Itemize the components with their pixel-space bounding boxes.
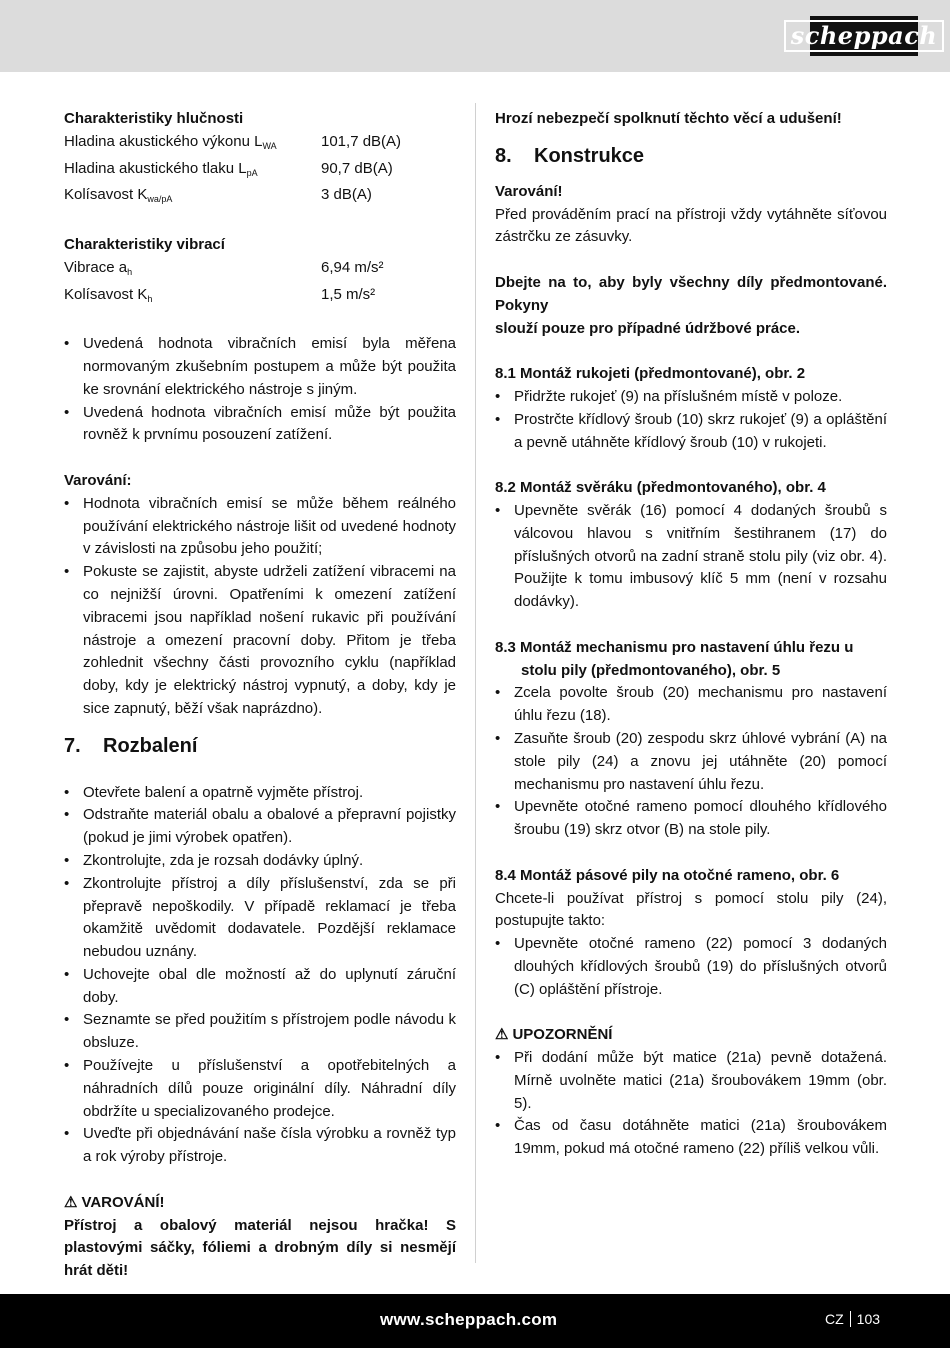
list-item: • Zasuňte šroub (20) zespodu skrz úhlové vybrání (A) na stole pily (24) a znovu jej utáhněte (20) pomocí mechanismu pro nastavení úhlu řezu. [495, 728, 887, 796]
list-item: • Používejte u příslušenství a opotřebitelných a náhradních dílů pouze originální díly. Náhradní díly obdržíte u specializovaného prodejce. [64, 1055, 456, 1123]
subsection-8-3-title [495, 637, 887, 683]
spec-value: 90,7 dB(A) [321, 159, 393, 177]
list-item: • Prostrčte křídlový šroub (10) skrz rukojeť (9) a opláštění a pevně utáhněte křídlový šroub (10) v rukojeti. [495, 409, 887, 455]
spec-value: 3 dB(A) [321, 186, 372, 204]
list-item: • Čas od času dotáhněte matici (21a) šroubovákem 19mm, pokud má otočné rameno (22) příliš velkou vůli. [495, 1115, 887, 1161]
column-divider [475, 103, 476, 1263]
noise-table [64, 131, 456, 211]
caution-bullets [495, 1047, 887, 1161]
section-8-heading [495, 143, 887, 169]
list-item: • Hodnota vibračních emisí se může během reálného používání elektrického nástroje lišit od uvedené hodnoty v závislosti na způsobu jeho použití; [64, 493, 456, 561]
spec-label: Hladina akustického výkonu $L_{WA}$ [64, 132, 277, 151]
website-link[interactable]: www.scheppach.com [380, 1310, 558, 1329]
unpacking-bullets [64, 782, 456, 1170]
list-item: • Při dodání může být matice (21a) pevně dotažená. Mírně uvolněte matici (21a) šroubovákem 19mm (obr. 5). [495, 1047, 887, 1115]
note-text: Dbejte na to, aby byly všechny díly předmontované. Pokyny [495, 273, 887, 314]
vibration-bullets [64, 333, 456, 447]
warning-title: Varování: [64, 471, 132, 489]
vibration-title: Charakteristiky vibrací [64, 235, 225, 253]
section-7-heading [64, 733, 456, 759]
subsection-8-3-title-line2: stolu pily (předmontovaného), obr. 5 [521, 661, 781, 679]
brand-logo [790, 16, 938, 56]
note-text-2: slouží pouze pro případné údržbové práce. [495, 319, 801, 337]
spec-row [64, 257, 456, 284]
section-title: Konstrukce [534, 144, 645, 167]
list-item: • Zkontrolujte přístroj a díly příslušenství, zda se při přepravě nepoškodily. V případě reklamací je třeba okamžitě uvědomit dodavatele. Pozdější reklamace nebudou uznány. [64, 873, 456, 964]
spec-value: 6,94 m/s² [321, 258, 384, 276]
subsection-8-1-bullets [495, 386, 887, 454]
page-indicator [825, 1311, 880, 1327]
warning-triangle-icon: ⚠ [64, 1193, 78, 1211]
list-item: • Upevněte svěrák (16) pomocí 4 dodaných šroubů s válcovou hlavou s vnitřním šestihranem (17) do příslušných otvorů na zadní straně stolu pily (viz obr. 4). Použijte k tomu imbusový klíč 5 mm (není v rozsahu dodávky). [495, 500, 887, 614]
spec-label: Kolísavost $K_h$ [64, 285, 153, 304]
section-number: 7. [64, 734, 81, 757]
spec-row [64, 184, 456, 211]
vibration-table [64, 257, 456, 311]
subsection-8-1-title: 8.1 Montáž rukojeti (předmontované), obr. 2 [495, 365, 806, 383]
list-item: • Uvedená hodnota vibračních emisí může být použita rovněž k prvnímu posouzení zatížení. [64, 402, 456, 448]
section-title: Rozbalení [103, 734, 198, 757]
spec-label: Kolísavost $K_{wa/pA}$ [64, 186, 173, 205]
list-item: • Přidržte rukojeť (9) na příslušném místě v poloze. [495, 386, 887, 409]
header-bar [0, 0, 950, 72]
warning-title: Varování! [495, 182, 563, 200]
noise-title: Charakteristiky hlučnosti [64, 110, 244, 127]
section-number: 8. [495, 144, 512, 167]
choking-hazard-text: Hrozí nebezpečí spolknutí těchto věcí a udušení! [495, 110, 842, 127]
subsection-8-2-bullets [495, 500, 887, 614]
subsection-8-4-bullets [495, 933, 887, 1001]
caution-title: UPOZORNĚNÍ [512, 1026, 613, 1044]
warning-triangle-icon: ⚠ [495, 1026, 509, 1044]
warning-text: Před prováděním prací na přístroji vždy vytáhněte síťovou zástrčku ze zásuvky. [495, 205, 887, 246]
subsection-8-3-bullets [495, 682, 887, 842]
subsection-8-3-title-line1: 8.3 Montáž mechanismu pro nastavení úhlu řezu u [495, 638, 854, 656]
spec-label: Hladina akustického tlaku $L_{pA}$ [64, 159, 258, 178]
left-column [64, 108, 456, 1283]
spec-value: 101,7 dB(A) [321, 132, 402, 150]
warning2-text: Přístroj a obalový materiál nejsou hračka! S plastovými sáčky, fóliemi a drobným díly si nesmějí hrát děti! [64, 1216, 456, 1280]
page-number: 103 [856, 1311, 881, 1327]
spec-value: 1,5 m/s² [321, 285, 376, 303]
list-item: • Zkontrolujte, zda je rozsah dodávky úplný. [64, 850, 456, 873]
spec-label: Vibrace $a_h$ [64, 258, 133, 277]
list-item: • Uvedená hodnota vibračních emisí byla měřena normovaným zkušebním postupem a může být použita ke srovnání elektrického nástroje s jiným. [64, 333, 456, 401]
spec-row [64, 131, 456, 158]
footer-bar [0, 1294, 950, 1348]
list-item: • Otevřete balení a opatrně vyjměte přístroj. [64, 782, 456, 805]
list-item: • Uchovejte obal dle možností až do uplynutí záruční doby. [64, 964, 456, 1010]
right-column [495, 108, 887, 1161]
warning2-heading [64, 1192, 456, 1215]
list-item: • Odstraňte materiál obalu a obalové a přepravní pojistky (pokud je jimi výrobek opatřen). [64, 804, 456, 850]
list-item: • Seznamte se před použitím s přístrojem podle návodu k obsluze. [64, 1009, 456, 1055]
caution-heading [495, 1024, 887, 1047]
language-code: CZ [825, 1311, 844, 1327]
spec-row [64, 158, 456, 185]
logo-text: scheppach [784, 20, 945, 52]
subsection-8-4-text: Chcete-li používat přístroj s pomocí stolu pily (24), postupujte takto: [495, 889, 887, 930]
list-item: • Upevněte otočné rameno pomocí dlouhého křídlového šroubu (19) skrz otvor (B) na stole pily. [495, 796, 887, 842]
list-item: • Pokuste se zajistit, abyste udrželi zatížení vibracemi na co nejnižší úrovni. Opatřeními k omezení zatížení vibracemi jsou například nošení rukavic při používání nástroje a omezení pracovní doby. Přitom je třeba zohlednit všechny části provozního cyklu (například doby, kdy je elektrický nástroj vypnutý, a doby, kdy je sice zapnutý, běží však naprázdno). [64, 561, 456, 721]
list-item: • Uveďte při objednávání naše čísla výrobku a rovněž typ a rok výroby přístroje. [64, 1123, 456, 1169]
list-item: • Zcela povolte šroub (20) mechanismu pro nastavení úhlu řezu (18). [495, 682, 887, 728]
warning2-title: VAROVÁNÍ! [81, 1193, 165, 1211]
page-separator [850, 1311, 851, 1327]
subsection-8-4-title: 8.4 Montáž pásové pily na otočné rameno, obr. 6 [495, 866, 840, 884]
list-item: • Upevněte otočné rameno (22) pomocí 3 dodaných dlouhých křídlových šroubů (19) do příslušných otvorů (C) opláštění přístroje. [495, 933, 887, 1001]
spec-row [64, 284, 456, 311]
warning-bullets [64, 493, 456, 721]
subsection-8-2-title: 8.2 Montáž svěráku (předmontovaného), obr. 4 [495, 479, 826, 497]
